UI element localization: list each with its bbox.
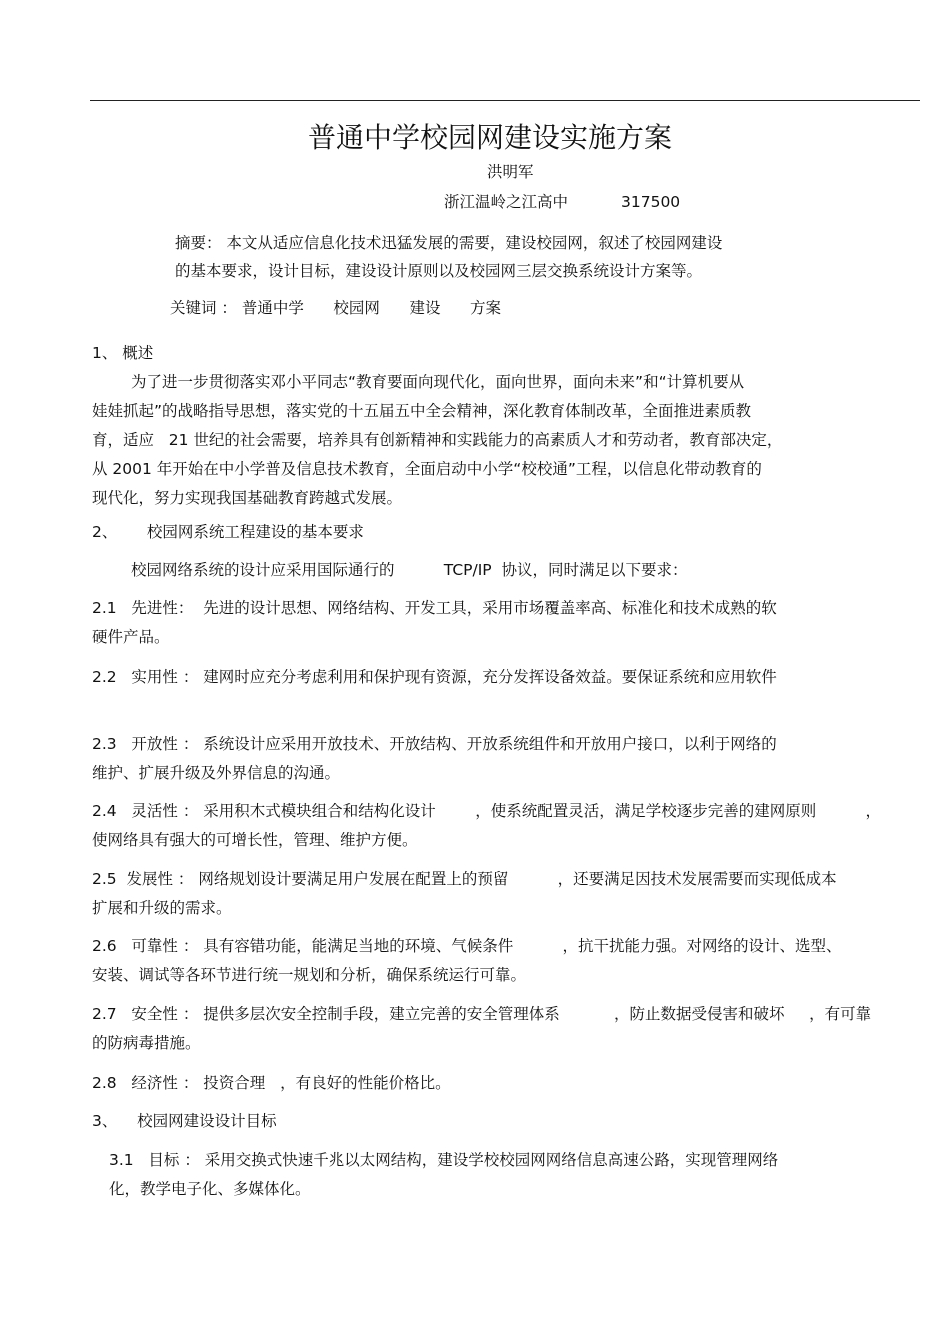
section-heading: 3、 校园网建设设计目标 xyxy=(92,1112,277,1130)
goal-item: 3.1 目标 ： 采用交换式快速千兆以太网结构，建设学校校园网网络信息高速公路，实现管理网络 xyxy=(109,1151,779,1169)
abstract-line: 的基本要求，设计目标，建设设计原则以及校园网三层交换系统设计方案等。 xyxy=(175,262,703,280)
requirement-item: 2.4 灵活性 ： 采用积木式模块组合和结构化设计 ，使系统配置灵活，满足学校逐步完善的建网原则 ， xyxy=(92,802,881,820)
requirement-item: 2.6 可靠性 ： 具有容错功能，能满足当地的环境、气候条件 ，抗干扰能力强。对网络的设计、选型、 xyxy=(92,937,842,955)
body-line: 的防病毒措施。 xyxy=(92,1034,201,1052)
postcode: 317500 xyxy=(621,193,681,211)
requirement-item: 2.5 发展性 ： 网络规划设计要满足用户发展在配置上的预留 ，还要满足因技术发展需要而实现低成本 xyxy=(92,870,837,888)
requirement-item: 2.8 经济性 ： 投资合理 ，有良好的性能价格比。 xyxy=(92,1074,451,1092)
body-line: 校园网络系统的设计应采用国际通行的 TCP/IP 协议，同时满足以下要求： xyxy=(131,561,688,579)
body-line: 使网络具有强大的可增长性，管理、维护方便。 xyxy=(92,831,418,849)
body-line: 安装、调试等各环节进行统一规划和分析，确保系统运行可靠。 xyxy=(92,966,527,984)
body-line: 现代化，努力实现我国基础教育跨越式发展。 xyxy=(92,489,403,507)
section-heading: 1、 概述 xyxy=(92,344,154,362)
keywords: 关键词 ： 普通中学 校园网 建设 方案 xyxy=(170,299,502,317)
body-line: 从 2001 年开始在中小学普及信息技术教育，全面启动中小学“校校通”工程，以信息化带动教育的 xyxy=(92,460,762,478)
body-line: 维护、扩展升级及外界信息的沟通。 xyxy=(92,764,341,782)
body-line: 扩展和升级的需求。 xyxy=(92,899,232,917)
body-line: 育，适应 21 世纪的社会需要，培养具有创新精神和实践能力的高素质人才和劳动者，教育部决定， xyxy=(92,431,783,449)
body-line: 为了进一步贯彻落实邓小平同志“教育要面向现代化，面向世界，面向未来”和“计算机要从 xyxy=(131,373,745,391)
abstract-line: 摘要： 本文从适应信息化技术迅猛发展的需要，建设校园网，叙述了校园网建设 xyxy=(175,234,723,252)
page-title: 普通中学校园网建设实施方案 xyxy=(307,121,672,154)
requirement-item: 2.2 实用性 ： 建网时应充分考虑利用和保护现有资源，充分发挥设备效益。要保证系统和应用软件 xyxy=(92,668,777,686)
body-line: 化，教学电子化、多媒体化。 xyxy=(109,1180,311,1198)
header-rule xyxy=(90,100,920,101)
affiliation: 浙江温岭之江高中 xyxy=(444,193,569,211)
author: 洪明军 xyxy=(487,163,534,181)
requirement-item: 2.1 先进性： 先进的设计思想、网络结构、开发工具，采用市场覆盖率高、标准化和技术成熟的软 xyxy=(92,599,777,617)
requirement-item: 2.7 安全性 ： 提供多层次安全控制手段，建立完善的安全管理体系 ，防止数据受侵害和破坏 ，有可靠 xyxy=(92,1005,872,1023)
body-line: 硬件产品。 xyxy=(92,628,170,646)
body-line: 娃娃抓起”的战略指导思想，落实党的十五届五中全会精神，深化教育体制改革，全面推进素质教 xyxy=(92,402,752,420)
section-heading: 2、 校园网系统工程建设的基本要求 xyxy=(92,523,364,541)
requirement-item: 2.3 开放性 ： 系统设计应采用开放技术、开放结构、开放系统组件和开放用户接口，以利于网络的 xyxy=(92,735,777,753)
